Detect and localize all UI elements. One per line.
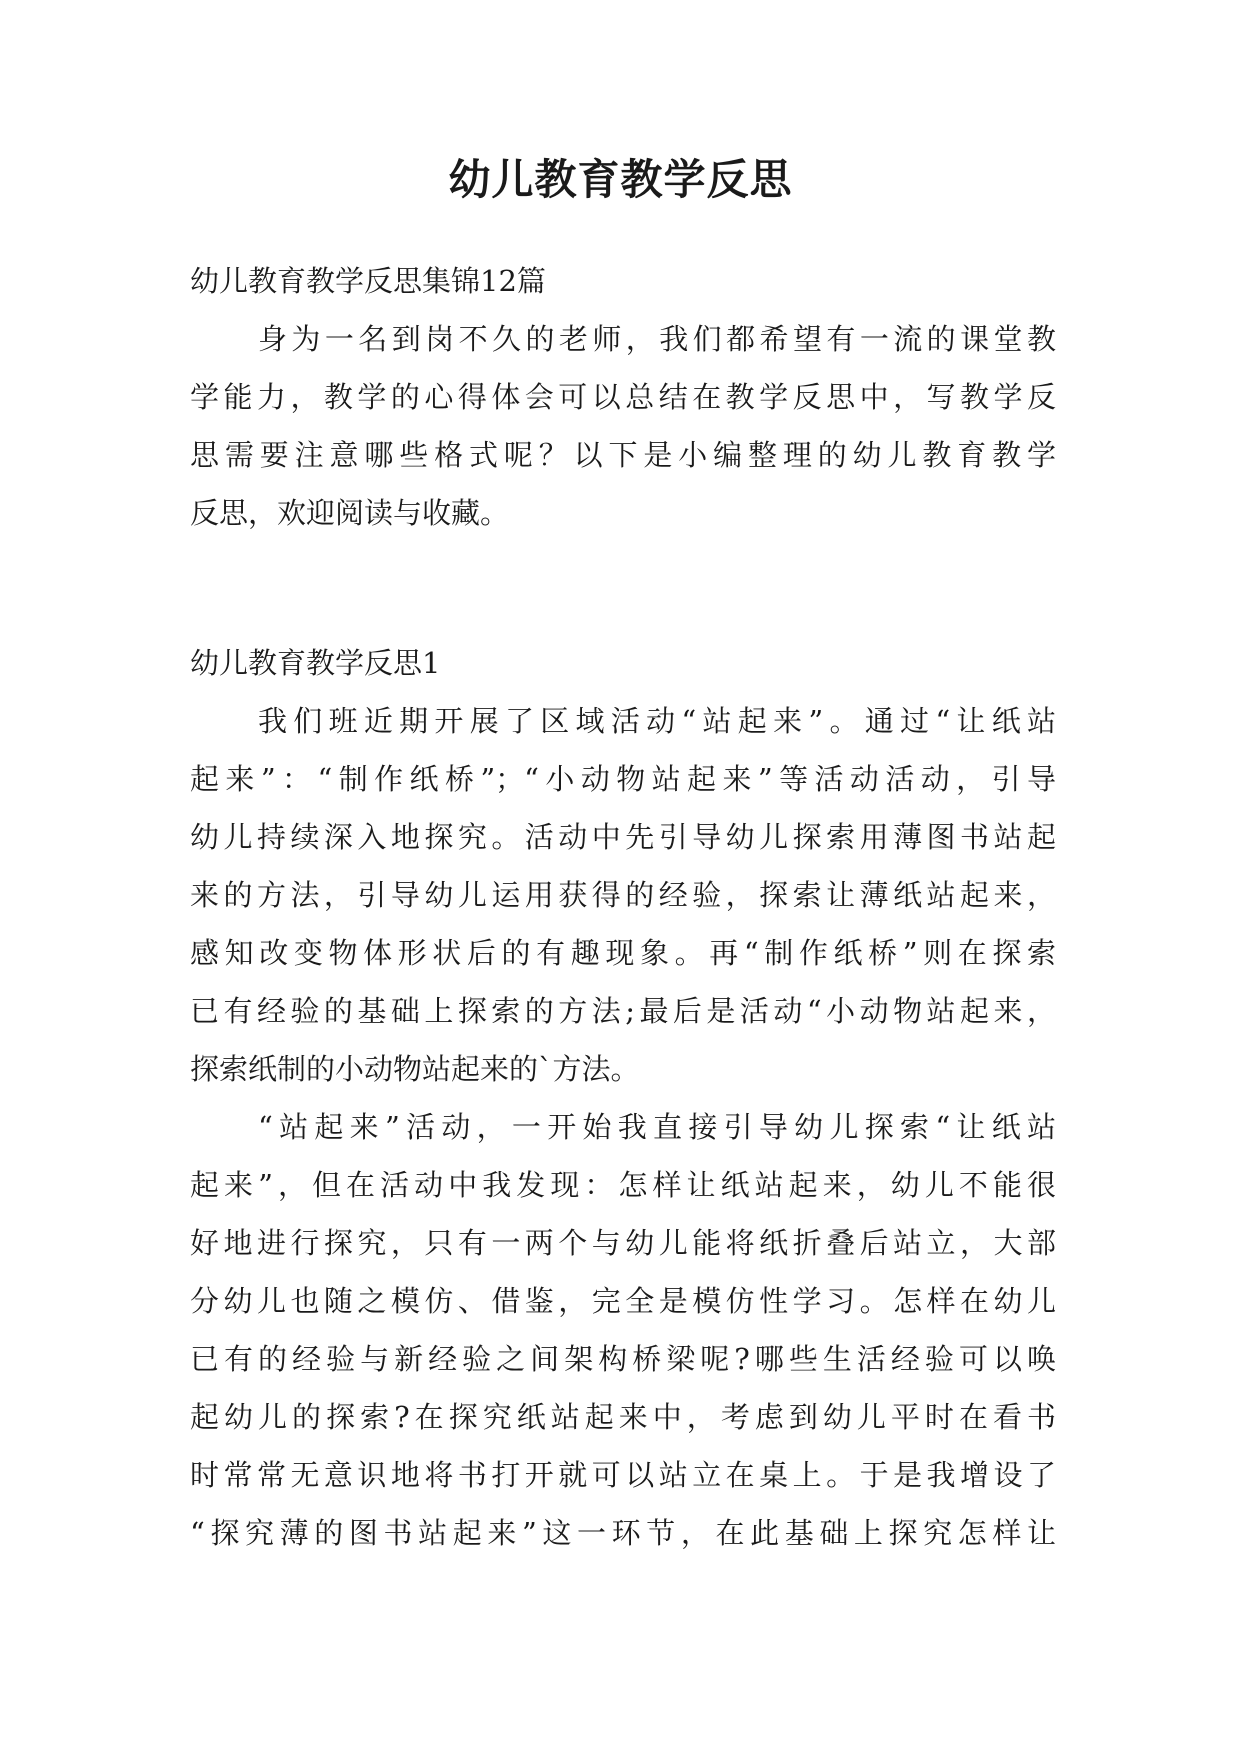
paragraph-line: 来的方法，引导幼儿运用获得的经验，探索让薄纸站起来， [190, 878, 1056, 912]
paragraph-line: 分幼儿也随之模仿、借鉴，完全是模仿性学习。怎样在幼儿 [190, 1284, 1056, 1318]
paragraph-line: 探索纸制的小动物站起来的`方法。 [190, 1052, 640, 1086]
paragraph-line: 好地进行探究，只有一两个与幼儿能将纸折叠后站立，大部 [190, 1226, 1056, 1260]
paragraph-line: 思需要注意哪些格式呢？以下是小编整理的幼儿教育教学 [190, 438, 1056, 472]
paragraph-line: 幼儿持续深入地探究。活动中先引导幼儿探索用薄图书站起 [190, 820, 1056, 854]
intro-paragraph [190, 310, 1056, 542]
section-1-paragraph-2 [190, 1098, 1056, 1562]
intro-block [190, 252, 1056, 542]
paragraph-line: 起幼儿的探索?在探究纸站起来中，考虑到幼儿平时在看书 [190, 1400, 1056, 1434]
paragraph-line: “探究薄的图书站起来”这一环节，在此基础上探究怎样让 [190, 1516, 1056, 1550]
section-1 [190, 634, 1056, 1562]
paragraph-line: 起来”：“制作纸桥”；“小动物站起来”等活动活动，引导 [190, 762, 1056, 796]
paragraph-line: 身为一名到岗不久的老师，我们都希望有一流的课堂教 [258, 322, 1056, 356]
section-heading: 幼儿教育教学反思1 [190, 646, 441, 680]
paragraph-line: 我们班近期开展了区域活动“站起来”。通过“让纸站 [258, 704, 1056, 738]
paragraph-line: 时常常无意识地将书打开就可以站立在桌上。于是我增设了 [190, 1458, 1056, 1492]
document-subtitle: 幼儿教育教学反思集锦12篇 [190, 264, 546, 298]
paragraph-line: 已有经验的基础上探索的方法;最后是活动“小动物站起来， [190, 994, 1056, 1028]
document-title: 幼儿教育教学反思 [448, 155, 793, 204]
paragraph-line: 已有的经验与新经验之间架构桥梁呢?哪些生活经验可以唤 [190, 1342, 1056, 1376]
section-1-paragraph-1 [190, 692, 1056, 1098]
paragraph-line: 感知改变物体形状后的有趣现象。再“制作纸桥”则在探索 [190, 936, 1056, 970]
paragraph-line: 反思，欢迎阅读与收藏。 [190, 496, 510, 530]
paragraph-line: 学能力，教学的心得体会可以总结在教学反思中，写教学反 [190, 380, 1056, 414]
paragraph-line: 起来”，但在活动中我发现：怎样让纸站起来，幼儿不能很 [190, 1168, 1056, 1202]
paragraph-line: “站起来”活动，一开始我直接引导幼儿探索“让纸站 [258, 1110, 1056, 1144]
